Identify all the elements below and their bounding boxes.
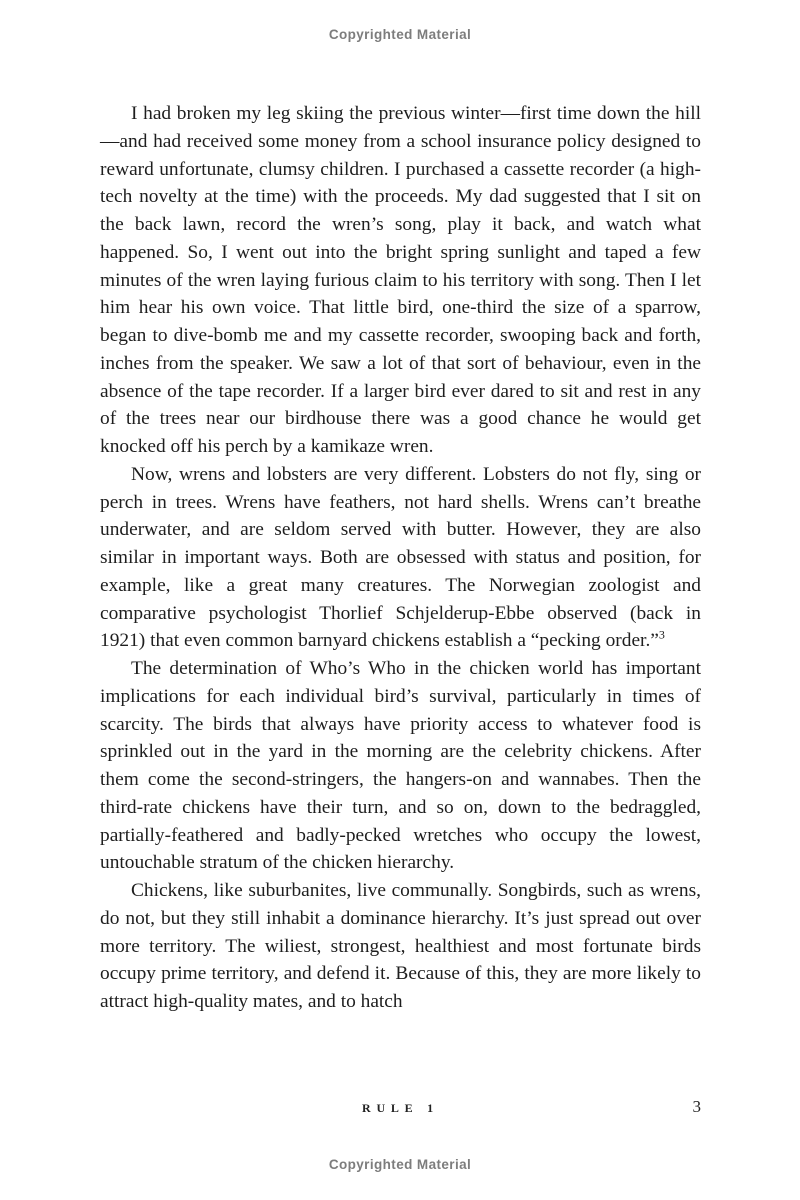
footnote-marker: 3 [658,627,665,642]
paragraph-text: Chickens, like suburbanites, live communally. Songbirds, such as wrens, do not, but they still inhabit a dominance hierarchy. It’s just spread out over more territory. The wiliest, strongest, healthiest and most fortunate birds occupy prime territory, and defend it. Because of this, they are more likely to attract high-quality mates, and to hatch [100,880,701,1012]
paragraph [100,100,701,461]
paragraph-text: The determination of Who’s Who in the chicken world has important implications for each individual bird’s survival, particularly in times of scarcity. The birds that always have priority access to whatever food is sprinkled out in the yard in the morning are the celebrity chickens. After them come the second-stringers, the hangers-on and wannabes. Then the third-rate chickens have their turn, and so on, down to the bedraggled, partially-feathered and badly-pecked wretches who occupy the lowest, untouchable stratum of the chicken hierarchy. [100,658,701,874]
running-title: RULE 1 [362,1101,439,1115]
copyright-watermark-top: Copyrighted Material [328,27,472,42]
paragraph-text: I had broken my leg skiing the previous winter—first time down the hill—and had received some money from a school insurance policy designed to reward unfortunate, clumsy children. I purchased a cassette recorder (a high-tech novelty at the time) with the proceeds. My dad suggested that I sit on the back lawn, record the wren’s song, play it back, and watch what happened. So, I went out into the bright spring sunlight and taped a few minutes of the wren laying furious claim to his territory with song. Then I let him hear his own voice. That little bird, one-third the size of a sparrow, began to dive-bomb me and my cassette recorder, swooping back and forth, inches from the speaker. We saw a lot of that sort of behaviour, even in the absence of the tape recorder. If a larger bird ever dared to sit and rest in any of the trees near our birdhouse there was a good chance he would get knocked off his perch by a kamikaze wren. [100,103,701,457]
paragraph [100,877,701,1016]
copyright-watermark-bottom: Copyrighted Material [328,1157,472,1172]
page-number: 3 [692,1097,701,1116]
paragraph-text: Now, wrens and lobsters are very different. Lobsters do not fly, sing or perch in trees. Wrens have feathers, not hard shells. Wrens can’t breathe underwater, and are seldom served with butter. However, they are also similar in important ways. Both are obsessed with status and position, for example, like a great many creatures. The Norwegian zoologist and comparative psychologist Thorlief Schjelderup-Ebbe observed (back in 1921) that even common barnyard chickens establish a “pecking order.” [100,463,701,652]
paragraph [100,461,701,655]
page-footer [100,1097,701,1121]
paragraph [100,655,701,877]
page-text [100,100,701,1016]
